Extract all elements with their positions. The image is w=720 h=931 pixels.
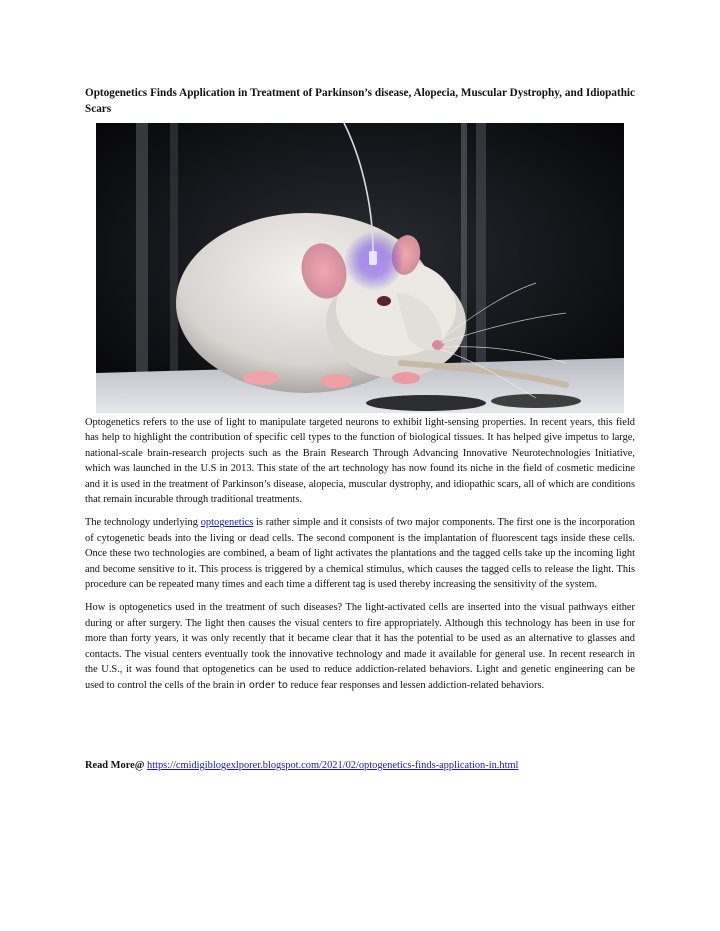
- read-more-line: [85, 758, 645, 773]
- paragraph-3-text-a: How is optogenetics used in the treatment of such diseases? The light-activated cells are inserted into the visual pathways either during or after surgery. The light then causes the visual centers to fire appropriately. Although this technology has been in use for more than forty years, it was only recently that it became clear that it has the potential to be used as an alternative to glasses and contacts. The visual centers eventually took the innovative technology and made it available for general use. In recent research in the U.S., it was found that optogenetics can be used to reduce addiction-related behaviors. Light and genetic engineering can be used to control the cells of the brain: [85, 602, 635, 691]
- paragraph-3-text-b: reduce fear responses and lessen addiction-related behaviors.: [287, 679, 545, 691]
- paragraph-3: [85, 600, 635, 692]
- paragraph-2-text-b: is rather simple and it consists of two major components. The first one is the incorporation of cytogenetic beads into the living or dead cells. The second component is the implantation of fluorescent tags inside these cells. Once these two technologies are combined, a beam of light activates the plantations and the tagged cells take up the incoming light and become sensitive to it. This process is triggered by a chemical stimulus, which causes the tagged cells to release the light. This procedure can be repeated many times and each time a different tag is used thereby increasing the sensitivity of the system.: [85, 517, 635, 591]
- read-more-url-link[interactable]: https://cmidigiblogexlporer.blogspot.com/2021/02/optogenetics-finds-application-in.html: [147, 760, 519, 771]
- rat-optogenetics-photo: [96, 123, 624, 413]
- article-body: [85, 415, 635, 701]
- paragraph-3-inline-phrase: in order to: [236, 679, 288, 691]
- article-title: Optogenetics Finds Application in Treatment of Parkinson’s disease, Alopecia, Muscular Dystrophy, and Idiopathic Scars: [85, 87, 635, 115]
- read-more-label: Read More@: [85, 760, 145, 771]
- photo-illustration: [96, 123, 624, 413]
- paragraph-2-text-a: The technology underlying: [85, 517, 201, 529]
- paragraph-1: Optogenetics refers to the use of light to manipulate targeted neurons to exhibit light-sensing properties. In recent years, this field has help to highlight the contribution of specific cell types to the function of biological tissues. It has helped give impetus to large, national-scale brain-research projects such as the Brain Research Through Advancing Innovative Neurotechnologies Initiative, which was launched in the U.S in 2013. This state of the art technology has now found its niche in the field of cosmetic medicine and it is used in the treatment of Parkinson’s disease, alopecia, muscular dystrophy, and idiopathic scars, all of which are conditions that remain incurable through traditional treatments.: [85, 417, 635, 506]
- paragraph-2: [85, 515, 635, 592]
- optogenetics-link[interactable]: optogenetics: [200, 517, 254, 529]
